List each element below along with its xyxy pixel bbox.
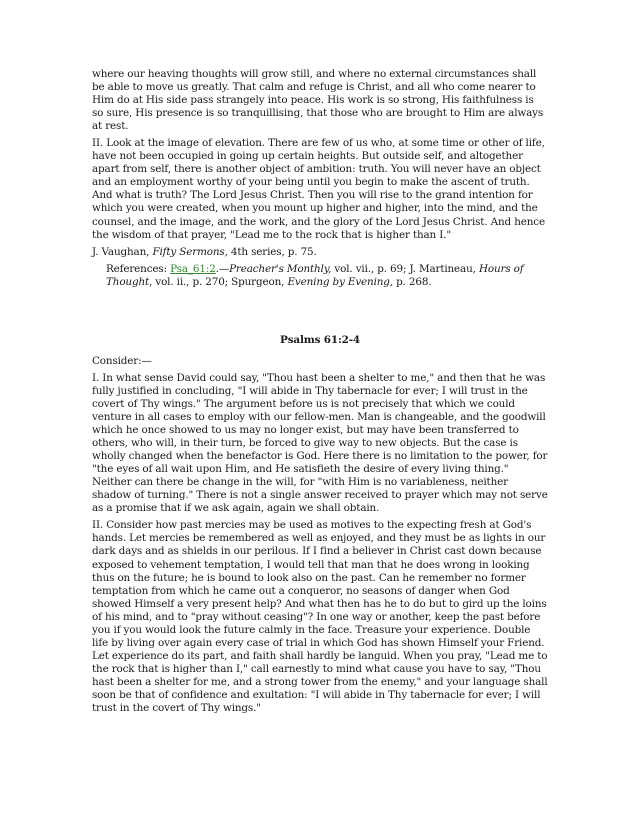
reference-source-3: Evening by Evening,: [287, 275, 393, 288]
references-dash: .—: [215, 262, 230, 275]
attribution-work: Fifty Sermons,: [152, 245, 228, 258]
paragraph-4: II. Consider how past mercies may be used as motives to the expecting fresh at God's hands. Let mercies be remembered as well as enjoyed, and they must be as lights in our dark days and as shields in our perilous. If I find a believer in Christ cast down because exposed to vehement temptation, I would tell that man that he does wrong in looking thus on the future; he is bound to look also on the past. Can he remember no former temptation from which he came out a conqueror, no seasons of danger when God showed Himself a very present help? And what then has he to do but to gird up the loins of his mind, and to "pray without ceasing"? In one way or another, keep the past before you if you would look the future calmly in the face. Treasure your experience. Double life by living over again every case of trial in which God has shown Himself your Friend. Let experience do its part, and faith shall hardly be languid. When you pray, "Lead me to the rock that is higher than I," call earnestly to mind what cause you have to say, "Thou hast been a shelter for me, and a strong tower from the enemy," and your language shall soon be that of confidence and exultation: "I will abide in Thy tabernacle for ever; I will trust in the covert of Thy wings.": [92, 519, 548, 715]
attribution-author: J. Vaughan,: [92, 245, 150, 258]
section-heading: Psalms 61:2-4: [280, 333, 360, 346]
reference-source-2-detail: vol. ii., p. 270; Spurgeon,: [155, 275, 285, 288]
references: [92, 263, 548, 289]
references-prefix: References:: [106, 262, 167, 275]
reference-source-1-detail: vol. vii., p. 69; J. Martineau,: [334, 262, 476, 275]
paragraph-2: II. Look at the image of elevation. There are few of us who, at some time or other of life, have not been occupied in going up certain heights. But outside self, and altogether apart from self, there is another object of ambition: truth. You will never have an object and an employment worthy of your being until you begin to make the ascent of truth. And what is truth? The Lord Jesus Christ. Then you will rise to the grand intention for which you were created, when you mount up higher and higher, into the mind, and the counsel, and the image, and the work, and the glory of the Lord Jesus Christ. And hence the wisdom of that prayer, "Lead me to the rock that is higher than I.": [92, 137, 545, 241]
attribution-rest: 4th series, p. 75.: [230, 245, 317, 258]
paragraph-3: I. In what sense David could say, "Thou hast been a shelter to me," and then that he was fully justified in concluding, "I will abide in Thy tabernacle for ever; I will trust in the covert of Thy wings." The argument before us is not precisely that which we could venture in all cases to employ with our fellow-men. Man is changeable, and the goodwill which he once showed to us may no longer exist, but may have been transferred to others, who will, in their turn, be forced to give way to new objects. But the case is wholly changed when the benefactor is God. Here there is no limitation to the power, for "the eyes of all wait upon Him, and He satisfieth the desire of every living thing." Neither can there be change in the will, for "with Him is no variableness, neither shadow of turning." There is not a single answer received to prayer which may not serve as a promise that if we ask again, again we shall obtain.: [92, 371, 548, 515]
consider-label: Consider:—: [92, 354, 152, 367]
reference-source-3-detail: p. 268.: [396, 275, 432, 288]
paragraph-1: where our heaving thoughts will grow still, and where no external circumstances shall be able to move us greatly. That calm and refuge is Christ, and all who come nearer to Him do at His side pass strangely into peace. His work is so strong, His faithfulness is so sure, His presence is so tranquillising, that those who are brought to Him are always at rest.: [92, 68, 544, 133]
reference-source-2: Hours of Thought,: [106, 262, 524, 288]
attribution: [92, 246, 548, 259]
scripture-link[interactable]: Psa_61:2: [170, 262, 216, 275]
reference-source-1: Preacher's Monthly,: [229, 262, 332, 275]
document-page: [92, 68, 548, 719]
